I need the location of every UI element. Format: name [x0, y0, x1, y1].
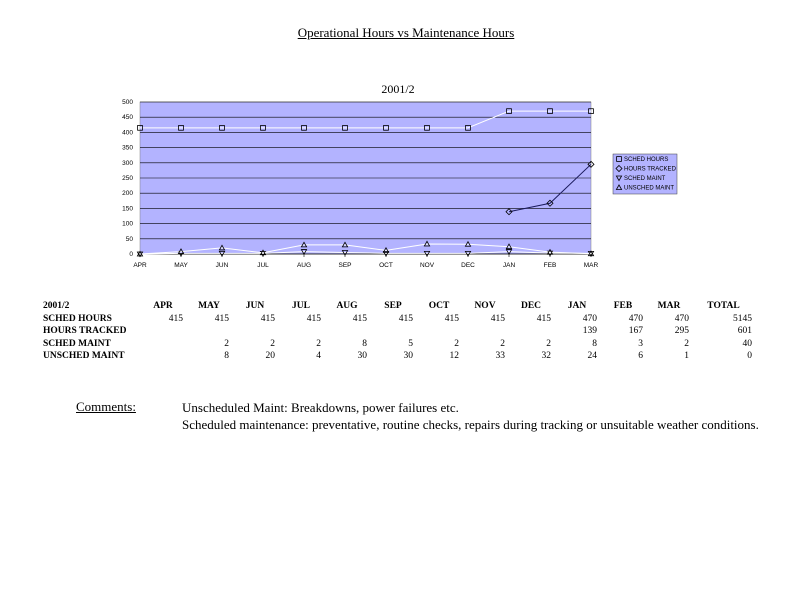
table-cell: 1 — [684, 351, 689, 361]
y-tick-label: 300 — [122, 159, 133, 167]
x-tick-label: JUL — [257, 262, 269, 269]
table-cell: 415 — [398, 313, 413, 324]
table-cell: 32 — [541, 351, 551, 361]
table-cell: 2 — [454, 338, 459, 349]
y-tick-label: 0 — [129, 251, 133, 258]
table-cell: 4 — [316, 351, 321, 361]
comments-line-scheduled: Scheduled maintenance: preventative, routine checks, repairs during tracking or unsuitable weather conditions. — [182, 417, 759, 432]
table-cell: 470 — [628, 313, 643, 324]
table-column-header: FEB — [613, 301, 633, 311]
table-cell — [373, 325, 419, 338]
page-title: Operational Hours vs Maintenance Hours — [297, 25, 515, 40]
table-corner-label: 2001/2 — [43, 301, 70, 311]
table-cell: 8 — [592, 338, 597, 349]
table-cell: 8 — [362, 338, 367, 349]
x-tick-label: DEC — [461, 262, 475, 269]
table-cell — [281, 325, 327, 338]
table-cell — [143, 350, 189, 363]
table-cell: 20 — [265, 351, 275, 361]
table-cell: 415 — [306, 313, 321, 324]
table-cell: 2 — [224, 338, 229, 349]
comments-label: Comments: — [76, 399, 136, 414]
table-cell: 3 — [638, 338, 643, 349]
y-tick-label: 450 — [122, 114, 133, 122]
y-tick-label: 50 — [125, 235, 133, 243]
chart-title: 2001/2 — [381, 82, 415, 96]
x-tick-label: SEP — [338, 262, 352, 269]
legend-entry: UNSCHED MAINT — [624, 185, 675, 192]
x-tick-label: AUG — [296, 262, 312, 269]
y-tick-label: 100 — [122, 220, 133, 228]
legend — [613, 154, 677, 194]
table-column-header: OCT — [428, 301, 450, 311]
table-cell: 415 — [168, 313, 183, 324]
table-cell: 415 — [260, 313, 275, 324]
table-row-label: SCHED HOURS — [43, 313, 112, 324]
x-tick-label: MAR — [583, 262, 599, 269]
table-cell — [143, 338, 189, 351]
table-cell: 24 — [587, 351, 597, 361]
table-cell: 5 — [408, 338, 413, 349]
table-cell: 5145 — [733, 313, 752, 324]
table-cell: 6 — [638, 351, 643, 361]
table-column-header: MAR — [657, 301, 681, 311]
table-row-label: SCHED MAINT — [43, 338, 111, 349]
table-cell: 2 — [684, 338, 689, 349]
table-cell: 2 — [316, 338, 321, 349]
table-cell: 415 — [444, 313, 459, 324]
table-cell: 415 — [352, 313, 367, 324]
x-tick-label: NOV — [419, 262, 435, 269]
y-tick-label: 250 — [122, 175, 133, 182]
table-column-header: JUL — [292, 301, 310, 311]
x-axis — [133, 254, 598, 269]
x-tick-label: JAN — [502, 262, 516, 269]
comments-text — [182, 399, 762, 433]
table-cell: 470 — [674, 313, 689, 324]
data-table — [43, 300, 758, 363]
table-cell: 415 — [536, 313, 551, 324]
table-column-header: SEP — [384, 301, 402, 311]
x-tick-label: OCT — [379, 262, 393, 269]
table-row — [43, 350, 758, 363]
table-cell: 30 — [357, 351, 367, 361]
legend-entry: SCHED HOURS — [624, 157, 669, 163]
table-column-header: AUG — [336, 301, 358, 311]
table-cell: 8 — [224, 351, 229, 361]
table-cell: 601 — [737, 326, 752, 336]
table-cell: 0 — [747, 351, 752, 361]
table-column-header: MAY — [198, 301, 220, 311]
table-cell: 40 — [742, 338, 752, 349]
y-tick-label: 200 — [122, 190, 133, 198]
table-column-header: TOTAL — [707, 301, 740, 311]
table-cell — [465, 325, 511, 338]
table-row — [43, 325, 758, 338]
y-tick-label: 500 — [122, 99, 133, 106]
table-cell: 167 — [628, 326, 643, 336]
table-column-header: JAN — [567, 301, 587, 311]
table-cell: 415 — [214, 313, 229, 324]
table-cell — [419, 325, 465, 338]
table-cell: 2 — [546, 338, 551, 349]
table-cell: 470 — [582, 313, 597, 324]
table-header-row — [43, 300, 758, 313]
table-row-label: HOURS TRACKED — [43, 326, 127, 336]
x-tick-label: FEB — [543, 262, 557, 269]
table-column-header: APR — [153, 301, 173, 311]
legend-entry: SCHED MAINT — [624, 176, 666, 182]
y-tick-label: 400 — [122, 129, 133, 137]
table-column-header: NOV — [474, 301, 496, 311]
y-tick-label: 150 — [122, 205, 133, 213]
table-cell — [511, 325, 557, 338]
table-cell: 30 — [403, 351, 413, 361]
x-tick-label: MAY — [174, 262, 188, 269]
table-column-header: DEC — [520, 301, 542, 311]
table-cell: 139 — [582, 326, 597, 336]
table-column-header: JUN — [245, 301, 265, 311]
y-tick-label: 350 — [122, 144, 133, 152]
chart — [0, 0, 793, 290]
table-row — [43, 313, 758, 326]
table-cell — [235, 325, 281, 338]
table-row-label: UNSCHED MAINT — [43, 351, 125, 361]
x-tick-label: JUN — [215, 262, 229, 269]
table-row — [43, 338, 758, 351]
table-cell: 2 — [500, 338, 505, 349]
x-tick-label: APR — [133, 262, 147, 269]
table-cell: 33 — [495, 351, 505, 361]
table-cell: 415 — [490, 313, 505, 324]
table-cell: 2 — [270, 338, 275, 349]
table-cell — [143, 325, 189, 338]
legend-entry: HOURS TRACKED — [624, 166, 676, 173]
table-cell: 12 — [449, 351, 459, 361]
table-cell — [189, 325, 235, 338]
comments-line-unscheduled: Unscheduled Maint: Breakdowns, power failures etc. — [182, 400, 459, 415]
y-axis — [122, 99, 133, 258]
table-cell: 295 — [674, 326, 689, 336]
table-cell — [327, 325, 373, 338]
